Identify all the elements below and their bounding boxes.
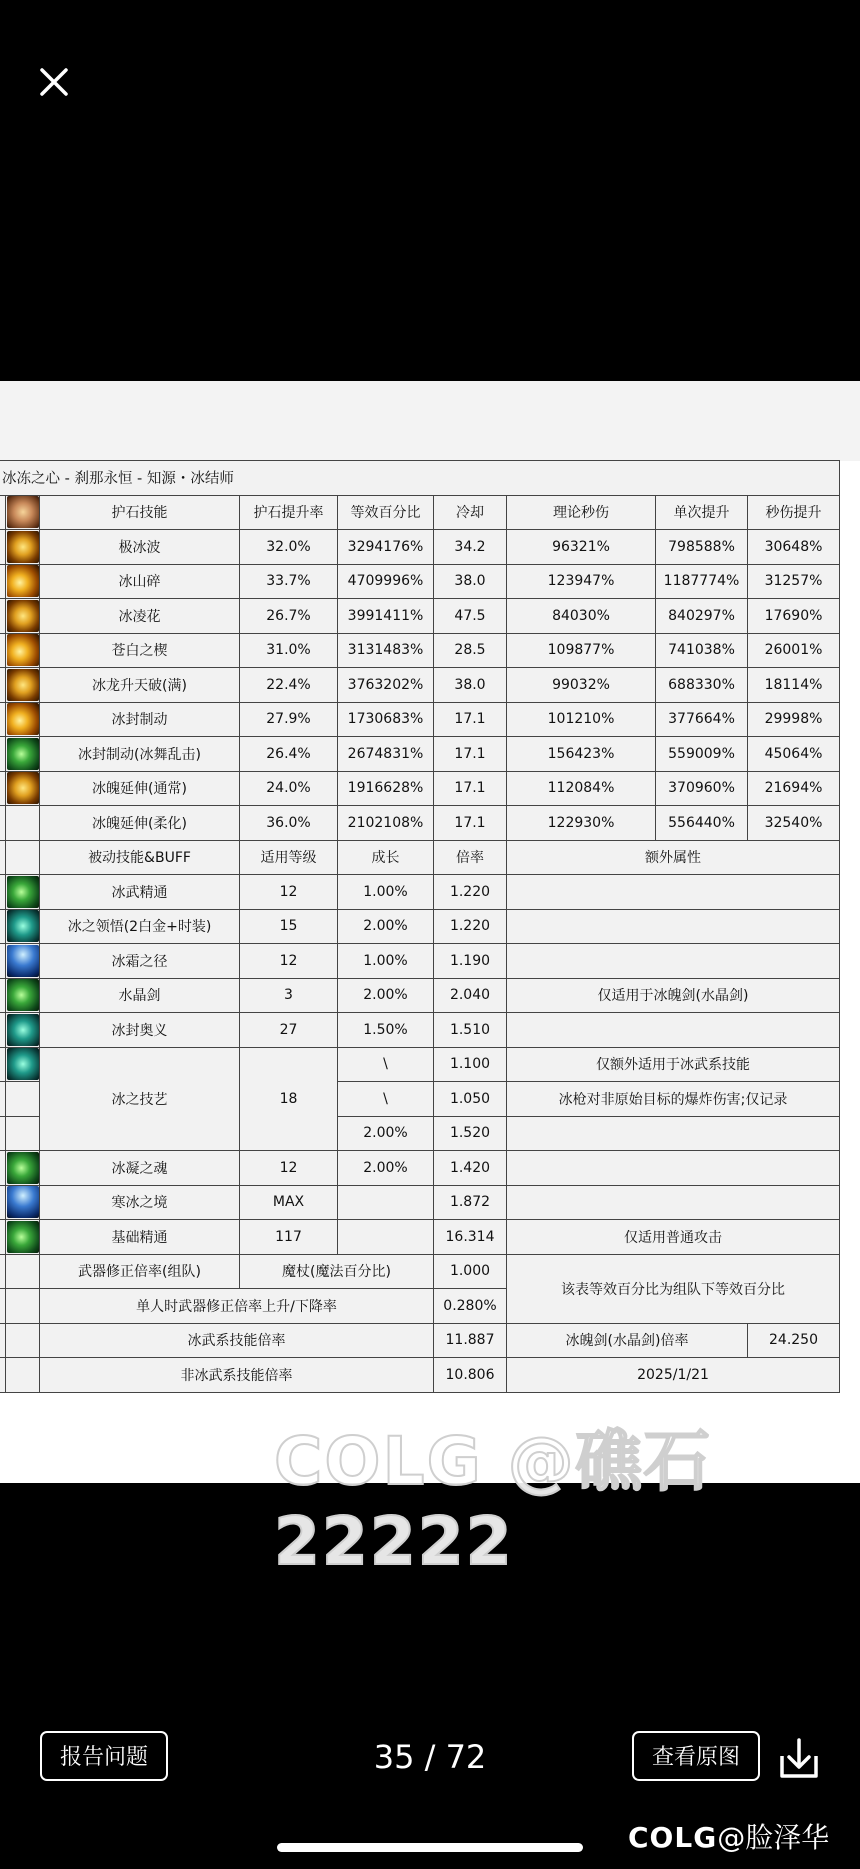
cell: 16.314: [434, 1220, 507, 1255]
home-indicator[interactable]: [277, 1843, 583, 1852]
footer-row: [0, 1323, 840, 1358]
header-cell: 倍率: [434, 840, 507, 875]
cell: 840297%: [656, 599, 748, 634]
crystal-sword-icon: [7, 979, 39, 1011]
cell: 741038%: [656, 633, 748, 668]
footer-row: [0, 1358, 840, 1393]
cell: 30648%: [748, 530, 840, 565]
cell: 101210%: [507, 702, 656, 737]
skill-row: [0, 737, 840, 772]
cell: 109877%: [507, 633, 656, 668]
skill-row: [0, 771, 840, 806]
cell: 11.887: [434, 1323, 507, 1358]
ice-weapon-mastery-icon: [7, 876, 39, 908]
view-original-button[interactable]: 查看原图: [632, 1731, 760, 1781]
sigil-icon: [7, 496, 39, 528]
cell: 36.0%: [240, 806, 338, 841]
ice-seal-mystery-icon: [7, 1014, 39, 1046]
header-cell: 适用等级: [240, 840, 338, 875]
header-cell: 护石提升率: [240, 495, 338, 530]
passive-name: 寒冰之境: [40, 1185, 240, 1220]
cell: 17.1: [434, 737, 507, 772]
cell: 38.0: [434, 668, 507, 703]
cell: 0.280%: [434, 1289, 507, 1324]
cell: 12: [240, 1151, 338, 1186]
cell: 仅适用普通攻击: [507, 1220, 840, 1255]
skill-name: 冰封制动(冰舞乱击): [40, 737, 240, 772]
cell: 96321%: [507, 530, 656, 565]
cell: 仅适用于冰魄剑(水晶剑): [507, 978, 840, 1013]
frozen-soul-icon: [7, 1152, 39, 1184]
cell: 556440%: [656, 806, 748, 841]
cell: 2102108%: [338, 806, 434, 841]
cell: 27.9%: [240, 702, 338, 737]
cell: 84030%: [507, 599, 656, 634]
skill-name: 苍白之楔: [40, 633, 240, 668]
cell: 17.1: [434, 806, 507, 841]
cell: 3763202%: [338, 668, 434, 703]
cell: 魔杖(魔法百分比): [240, 1254, 434, 1289]
cell: 17.1: [434, 771, 507, 806]
skill-name: 冰凌花: [40, 599, 240, 634]
cell: 2.00%: [338, 1116, 434, 1151]
cell: 冰枪对非原始目标的爆炸伤害;仅记录: [507, 1082, 840, 1117]
passive-row: [0, 909, 840, 944]
cell: 370960%: [656, 771, 748, 806]
frost-wave-icon: [7, 531, 39, 563]
pale-wedge-icon: [7, 634, 39, 666]
header-cell: 成长: [338, 840, 434, 875]
cell: 1.50%: [338, 1013, 434, 1048]
page-indicator: 35 / 72: [373, 1738, 487, 1776]
cell: [507, 1013, 840, 1048]
cell: 非冰武系技能倍率: [40, 1358, 434, 1393]
cell: 26001%: [748, 633, 840, 668]
passive-row: [0, 1047, 840, 1082]
cell: 1.872: [434, 1185, 507, 1220]
passive-row: [0, 1185, 840, 1220]
cell: 10.806: [434, 1358, 507, 1393]
skill-row: [0, 702, 840, 737]
passive-name: 冰武精通: [40, 875, 240, 910]
ice-art-icon: [7, 1048, 39, 1080]
skill-row: [0, 530, 840, 565]
credit: [628, 1816, 829, 1856]
cell: [507, 1116, 840, 1151]
cell: 1.100: [434, 1047, 507, 1082]
cell: [507, 875, 840, 910]
cell: 24.250: [748, 1323, 840, 1358]
cell: 559009%: [656, 737, 748, 772]
header-cell: 理论秒伤: [507, 495, 656, 530]
passive-name: 冰之领悟(2白金+时装): [40, 909, 240, 944]
colg-logo: COLG: [628, 1821, 718, 1854]
credit-user: @脸泽华: [717, 1821, 830, 1854]
header-cell: 额外属性: [507, 840, 840, 875]
cell: 31.0%: [240, 633, 338, 668]
cell: 26.4%: [240, 737, 338, 772]
cell: 冰武系技能倍率: [40, 1323, 434, 1358]
cell: 1.220: [434, 909, 507, 944]
cell: \: [338, 1082, 434, 1117]
cell: 123947%: [507, 564, 656, 599]
basic-mastery-icon: [7, 1221, 39, 1253]
cell: 该表等效百分比为组队下等效百分比: [507, 1254, 840, 1323]
cell: 24.0%: [240, 771, 338, 806]
passive-name: 冰之技艺: [40, 1047, 240, 1151]
cell: 12: [240, 944, 338, 979]
skill-name: 冰封制动: [40, 702, 240, 737]
ice-flower-icon: [7, 600, 39, 632]
cell: 3131483%: [338, 633, 434, 668]
skills-header-row: [0, 495, 840, 530]
cell: [507, 909, 840, 944]
cell: 32.0%: [240, 530, 338, 565]
skill-row: [0, 599, 840, 634]
cell: 12: [240, 875, 338, 910]
skill-name: 冰龙升天破(满): [40, 668, 240, 703]
passive-row: [0, 978, 840, 1013]
cell: 32540%: [748, 806, 840, 841]
cell: 26.7%: [240, 599, 338, 634]
passive-header-row: [0, 840, 840, 875]
cell: 117: [240, 1220, 338, 1255]
cell: 仅额外适用于冰武系技能: [507, 1047, 840, 1082]
cell: 3294176%: [338, 530, 434, 565]
passive-row: [0, 875, 840, 910]
frozen-realm-icon: [7, 1186, 39, 1218]
cell: 17690%: [748, 599, 840, 634]
skill-name: 极冰波: [40, 530, 240, 565]
skill-name: 冰山碎: [40, 564, 240, 599]
cell: 38.0: [434, 564, 507, 599]
sheet-top-margin: [0, 381, 860, 461]
cell: 18114%: [748, 668, 840, 703]
header-cell: 秒伤提升: [748, 495, 840, 530]
cell: 29998%: [748, 702, 840, 737]
header-cell: 被动技能&BUFF: [40, 840, 240, 875]
download-icon[interactable]: [776, 1736, 822, 1782]
ice-insight-icon: [7, 910, 39, 942]
cell: 798588%: [656, 530, 748, 565]
cell: 1.510: [434, 1013, 507, 1048]
cell: 2025/1/21: [507, 1358, 840, 1393]
cell: 377664%: [656, 702, 748, 737]
cell: [507, 1151, 840, 1186]
cell: 15: [240, 909, 338, 944]
ice-seal-icon: [7, 703, 39, 735]
skill-name: 冰魄延伸(通常): [40, 771, 240, 806]
cell: [507, 944, 840, 979]
cell: 冰魄剑(水晶剑)倍率: [507, 1323, 748, 1358]
passive-name: 冰封奥义: [40, 1013, 240, 1048]
cell: MAX: [240, 1185, 338, 1220]
passive-name: 冰凝之魂: [40, 1151, 240, 1186]
skill-table: [0, 460, 840, 1393]
cell: 2.040: [434, 978, 507, 1013]
skill-row: [0, 633, 840, 668]
cell: 3: [240, 978, 338, 1013]
cell: 18: [240, 1047, 338, 1151]
cell: 28.5: [434, 633, 507, 668]
passive-row: [0, 1151, 840, 1186]
frost-path-icon: [7, 945, 39, 977]
cell: 688330%: [656, 668, 748, 703]
header-cell: 等效百分比: [338, 495, 434, 530]
ice-dance-icon: [7, 738, 39, 770]
cell: \: [338, 1047, 434, 1082]
cell: 1.00%: [338, 875, 434, 910]
cell: 47.5: [434, 599, 507, 634]
skill-name: 冰魄延伸(柔化): [40, 806, 240, 841]
header-cell: 单次提升: [656, 495, 748, 530]
cell: 1.050: [434, 1082, 507, 1117]
skill-row: [0, 564, 840, 599]
close-icon[interactable]: [34, 62, 74, 102]
cell: 21694%: [748, 771, 840, 806]
cell: [338, 1185, 434, 1220]
cell: 武器修正倍率(组队): [40, 1254, 240, 1289]
passive-name: 冰霜之径: [40, 944, 240, 979]
footer-row: [0, 1254, 840, 1289]
watermark: COLG @礁石22222: [274, 1423, 712, 1580]
cell: 122930%: [507, 806, 656, 841]
report-issue-button[interactable]: 报告问题: [40, 1731, 168, 1781]
cell: 1187774%: [656, 564, 748, 599]
cell: 1.420: [434, 1151, 507, 1186]
cell: 2.00%: [338, 909, 434, 944]
iceberg-icon: [7, 565, 39, 597]
image-sheet: [0, 381, 860, 1580]
cell: 单人时武器修正倍率上升/下降率: [40, 1289, 434, 1324]
ice-extension-icon: [7, 772, 39, 804]
header-cell: 冷却: [434, 495, 507, 530]
cell: 17.1: [434, 702, 507, 737]
passive-row: [0, 1013, 840, 1048]
cell: 1916628%: [338, 771, 434, 806]
cell: 156423%: [507, 737, 656, 772]
cell: 99032%: [507, 668, 656, 703]
passive-name: 基础精通: [40, 1220, 240, 1255]
header-cell: 护石技能: [40, 495, 240, 530]
skill-row: [0, 806, 840, 841]
cell: [338, 1220, 434, 1255]
cell: 34.2: [434, 530, 507, 565]
cell: 3991411%: [338, 599, 434, 634]
cell: 2.00%: [338, 978, 434, 1013]
cell: 45064%: [748, 737, 840, 772]
cell: 22.4%: [240, 668, 338, 703]
passive-name: 水晶剑: [40, 978, 240, 1013]
cell: 4709996%: [338, 564, 434, 599]
cell: 2674831%: [338, 737, 434, 772]
cell: 1.520: [434, 1116, 507, 1151]
ice-dragon-icon: [7, 669, 39, 701]
cell: 1.00%: [338, 944, 434, 979]
passive-row: [0, 1220, 840, 1255]
cell: 33.7%: [240, 564, 338, 599]
sheet-title: 冰冻之心 - 刹那永恒 - 知源・冰结师: [0, 461, 840, 496]
cell: 31257%: [748, 564, 840, 599]
skill-row: [0, 668, 840, 703]
cell: 2.00%: [338, 1151, 434, 1186]
title-row: [0, 461, 840, 496]
cell: 1.000: [434, 1254, 507, 1289]
passive-row: [0, 944, 840, 979]
cell: 1.220: [434, 875, 507, 910]
cell: 112084%: [507, 771, 656, 806]
cell: 1.190: [434, 944, 507, 979]
cell: 1730683%: [338, 702, 434, 737]
cell: 27: [240, 1013, 338, 1048]
cell: [507, 1185, 840, 1220]
